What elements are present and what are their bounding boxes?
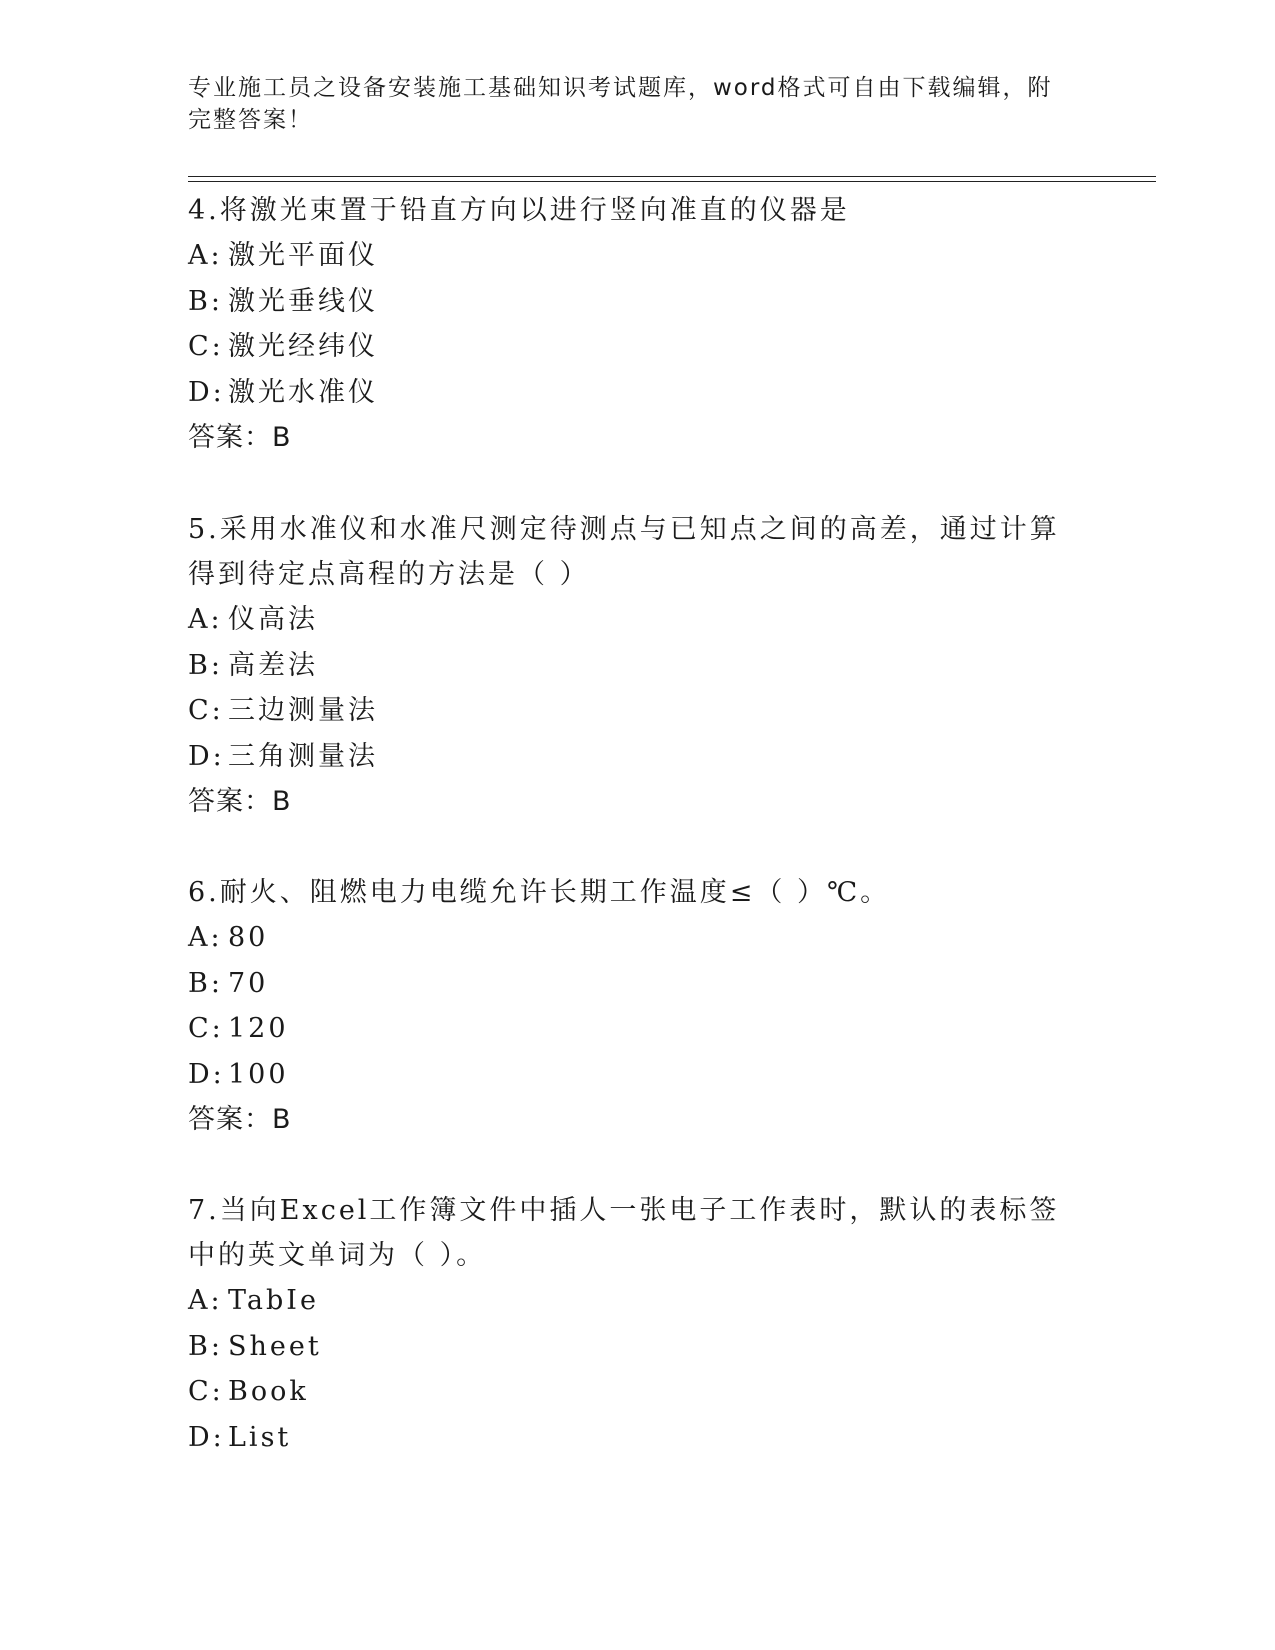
option-d — [188, 1415, 1068, 1461]
option-text: 仪高法 — [228, 604, 318, 635]
option-label: B: — [188, 1330, 223, 1362]
answer-text: 答案：B — [188, 422, 292, 453]
option-b — [188, 643, 1068, 689]
option-text: 激光平面仪 — [228, 240, 378, 271]
option-d — [188, 1052, 1068, 1098]
option-text: TabIe — [228, 1285, 319, 1316]
question-text: 4.将激光束置于铅直方向以进行竖向准直的仪器是 — [188, 195, 850, 226]
question-text: 5.采用水准仪和水准尺测定待测点与已知点之间的高差，通过计算得到待定点高程的方法是（ ） — [188, 514, 1060, 590]
option-label: B: — [188, 649, 223, 681]
option-d — [188, 734, 1068, 780]
option-label: D: — [188, 1421, 225, 1453]
option-text: 激光垂线仪 — [228, 285, 378, 317]
option-text: 高差法 — [228, 649, 318, 681]
option-label: B: — [188, 285, 223, 317]
answer-text: 答案：B — [188, 786, 292, 817]
option-text: List — [228, 1421, 292, 1453]
option-a — [188, 1278, 1068, 1324]
option-c — [188, 324, 1068, 370]
question-5 — [188, 507, 1068, 825]
option-text: 80 — [228, 922, 269, 953]
option-label: C: — [188, 1376, 224, 1407]
option-b — [188, 961, 1068, 1007]
option-b — [188, 1324, 1068, 1370]
header-rule-bottom — [188, 181, 1156, 182]
option-text: 70 — [228, 967, 269, 999]
question-text: 7.当向Excel工作簿文件中插人一张电子工作表时，默认的表标签中的英文单词为（ ）。 — [188, 1195, 1060, 1271]
option-text: Book — [228, 1376, 309, 1407]
question-text: 6.耐火、阻燃电力电缆允许长期工作温度≤（ ）℃。 — [188, 877, 891, 908]
option-label: B: — [188, 967, 223, 999]
option-d — [188, 370, 1068, 416]
option-text: 100 — [228, 1058, 289, 1090]
option-text: 激光水准仪 — [228, 376, 378, 408]
question-4 — [188, 188, 1068, 461]
answer-text: 答案：B — [188, 1104, 292, 1135]
option-label: A: — [188, 922, 223, 953]
option-label: D: — [188, 740, 225, 772]
option-a — [188, 233, 1068, 279]
option-label: A: — [188, 604, 223, 635]
option-text: 三边测量法 — [228, 695, 378, 726]
question-7 — [188, 1188, 1068, 1460]
option-c — [188, 688, 1068, 734]
option-a — [188, 915, 1068, 961]
option-label: A: — [188, 1285, 223, 1316]
option-a — [188, 597, 1068, 643]
option-b — [188, 279, 1068, 325]
option-label: D: — [188, 376, 225, 408]
option-label: C: — [188, 695, 224, 726]
option-text: 三角测量法 — [228, 740, 378, 772]
option-c — [188, 1369, 1068, 1415]
option-label: D: — [188, 1058, 225, 1090]
option-label: C: — [188, 331, 224, 362]
option-c — [188, 1006, 1068, 1052]
header-rule-top — [188, 176, 1156, 177]
option-text: 激光经纬仪 — [228, 331, 378, 362]
document-header: 专业施工员之设备安装施工基础知识考试题库，word格式可自由下载编辑，附完整答案！ — [188, 75, 1053, 133]
question-6 — [188, 870, 1068, 1143]
option-text: Sheet — [228, 1330, 322, 1362]
option-text: 120 — [228, 1013, 289, 1044]
option-label: C: — [188, 1013, 224, 1044]
option-label: A: — [188, 240, 223, 271]
